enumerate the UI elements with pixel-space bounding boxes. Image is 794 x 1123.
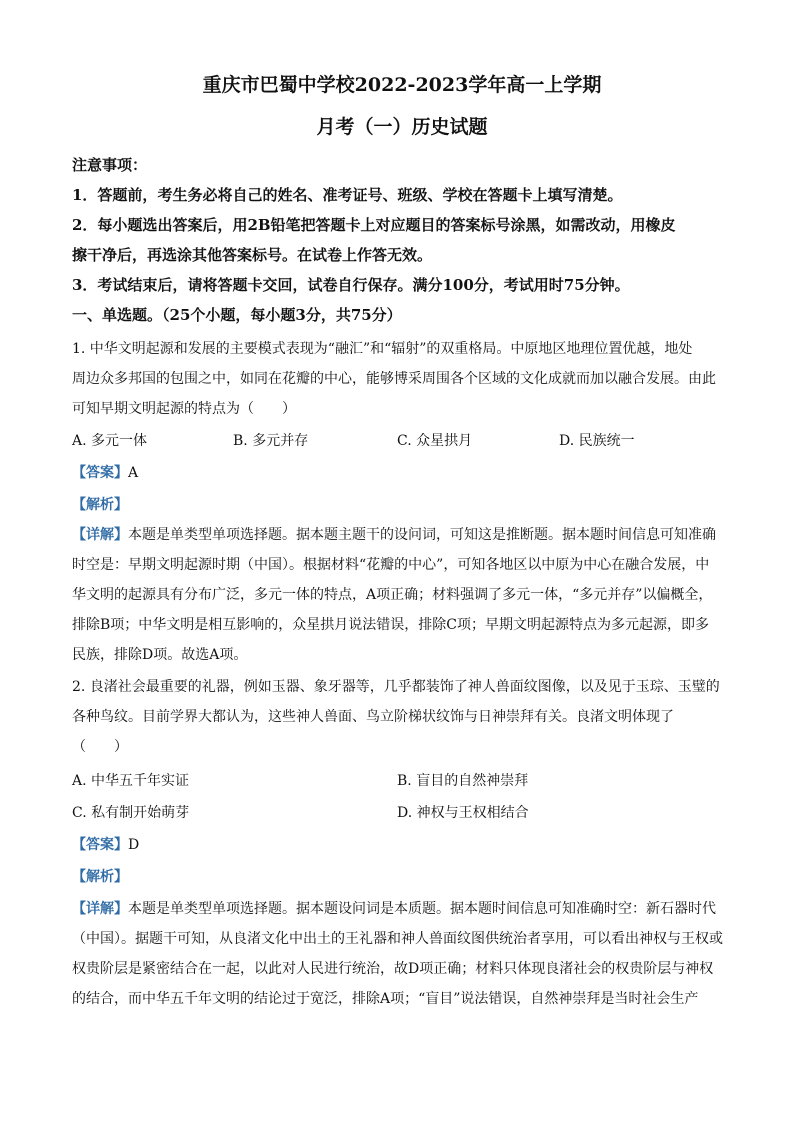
q2-option-a: A. 中华五千年实证	[72, 773, 190, 789]
q1-option-a: A. 多元一体	[72, 433, 148, 449]
notice-item-3: 3．考试结束后，请将答题卡交回，试卷自行保存。满分100分，考试用时75分钟。	[72, 276, 630, 294]
answer-value: A	[128, 465, 139, 481]
detail-text: 本题是单类型单项选择题。据本题主题干的设问词，可知这是推断题。据本题时间信息可知准确	[128, 527, 716, 543]
q1-answer	[72, 462, 138, 482]
analysis-tag: 【解析】	[72, 869, 128, 885]
analysis-tag: 【解析】	[72, 497, 128, 513]
q2-option-b: B. 盲目的自然神崇拜	[397, 773, 529, 789]
section-heading: 一、单选题。（25个小题，每小题3分，共75分）	[72, 306, 402, 324]
q1-detail-line-4: 排除B项；中华文明是相互影响的，众星拱月说法错误，排除C项；早期文明起源特点为多元起源，即多	[72, 617, 709, 633]
q2-detail-line-4: 的结合，而中华五千年文明的结论过于宽泛，排除A项；“盲目”说法错误，自然神崇拜是当时社会生产	[72, 991, 699, 1007]
q1-detail-line-5: 民族，排除D项。故选A项。	[72, 647, 248, 663]
q2-detail-line-3: 权贵阶层是紧密结合在一起，以此对人民进行统治，故D项正确；材料只体现良渚社会的权贵阶层与神权	[72, 961, 714, 977]
q2-stem-line-3: （ ）	[72, 739, 128, 755]
q2-analysis-tag	[72, 866, 128, 886]
q1-stem-line-2: 周边众多邦国的包围之中，如同在花瓣的中心，能够博采周围各个区域的文化成就而加以融合发展。由此	[72, 371, 716, 387]
q1-detail-line-2: 时空是：早期文明起源时期（中国）。根据材料“花瓣的中心”，可知各地区以中原为中心在融合发展，中	[72, 557, 710, 573]
q1-stem-line-3: 可知早期文明起源的特点为（ ）	[72, 401, 296, 417]
notice-item-1: 1．答题前，考生务必将自己的姓名、准考证号、班级、学校在答题卡上填写清楚。	[72, 186, 623, 204]
q2-detail-line-2: （中国）。据题干可知，从良渚文化中出土的王礼器和神人兽面纹图供统治者享用，可以看出神权与王权或	[72, 931, 723, 947]
answer-tag: 【答案】	[72, 837, 128, 853]
notice-heading: 注意事项：	[72, 156, 148, 174]
q2-option-d: D. 神权与王权相结合	[397, 805, 529, 821]
exam-title: 重庆市巴蜀中学校2022-2023学年高一上学期	[202, 74, 602, 96]
q1-option-b: B. 多元并存	[233, 433, 309, 449]
exam-subtitle: 月考（一）历史试题	[316, 116, 488, 138]
notice-item-2-cont: 擦干净后，再选涂其他答案标号。在试卷上作答无效。	[72, 246, 433, 264]
q1-stem-line-1: 1. 中华文明起源和发展的主要模式表现为“融汇”和“辐射”的双重格局。中原地区地理位置优越，地处	[72, 341, 693, 357]
detail-text: 本题是单类型单项选择题。据本题设问词是本质题。据本题时间信息可知准确时空：新石器时代	[128, 901, 716, 917]
answer-tag: 【答案】	[72, 465, 128, 481]
q2-stem-line-2: 各种鸟纹。目前学界大都认为，这些神人兽面、鸟立阶梯状纹饰与日神崇拜有关。良渚文明体现了	[72, 709, 674, 725]
q2-answer	[72, 834, 139, 854]
q1-analysis-tag	[72, 494, 128, 514]
q1-option-d: D. 民族统一	[559, 433, 635, 449]
q2-option-c: C. 私有制开始萌芽	[72, 805, 190, 821]
q1-option-c: C. 众星拱月	[397, 433, 473, 449]
detail-tag: 【详解】	[72, 527, 128, 543]
answer-value: D	[128, 837, 140, 853]
detail-tag: 【详解】	[72, 901, 128, 917]
q1-detail-line-1	[72, 524, 716, 544]
notice-item-2: 2．每小题选出答案后，用2B铅笔把答题卡上对应题目的答案标号涂黑，如需改动，用橡皮	[72, 216, 676, 234]
q2-detail-line-1	[72, 898, 716, 918]
q2-stem-line-1: 2. 良渚社会最重要的礼器，例如玉器、象牙器等，几乎都装饰了神人兽面纹图像，以及见于玉琮、玉璧的	[72, 679, 720, 695]
q1-detail-line-3: 华文明的起源具有分布广泛，多元一体的特点，A项正确；材料强调了多元一体，“多元并存”以偏概全，	[72, 587, 713, 603]
